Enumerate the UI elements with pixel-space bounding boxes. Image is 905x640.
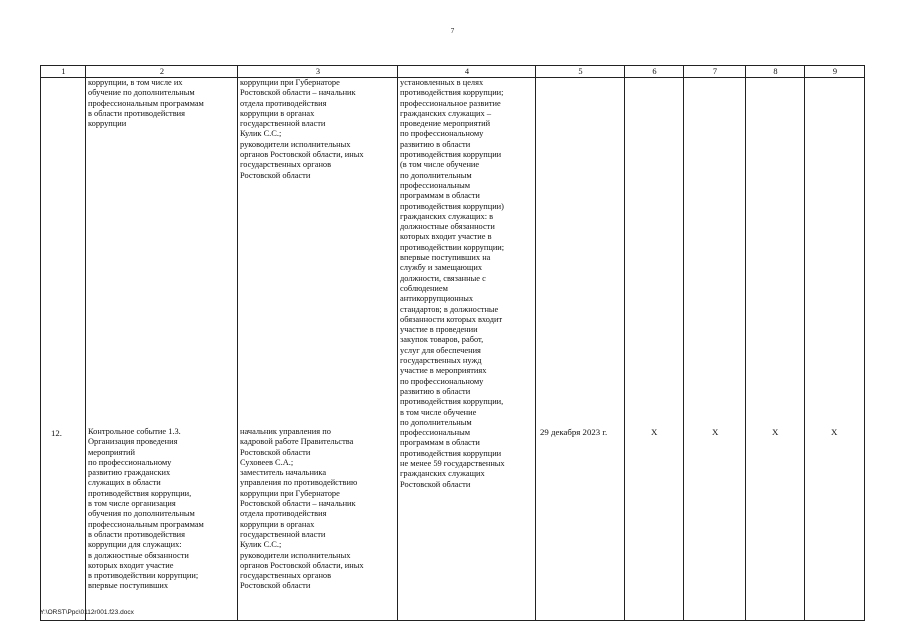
header-row	[41, 66, 865, 78]
text-line: Кулик С.С.;	[240, 540, 282, 550]
text-line: государственной власти	[240, 529, 326, 539]
text-line: впервые поступивших	[88, 581, 169, 591]
text-line: должностные обязанности	[400, 222, 495, 232]
text-line: закупок товаров, работ,	[400, 335, 484, 345]
text-line: которых входит участие	[88, 560, 174, 570]
text-line: Ростовской области	[240, 447, 311, 457]
text-line: коррупции при Губернаторе	[240, 488, 340, 498]
responsible-continuation	[240, 78, 364, 181]
text-line: Ростовской области – начальник	[240, 88, 356, 98]
header-col-3: 3	[238, 66, 398, 78]
header-col-9: 9	[805, 66, 865, 78]
text-line: государственных органов	[240, 160, 332, 170]
text-line: кадровой работе Правительства	[240, 437, 354, 447]
header-col-2: 2	[86, 66, 238, 78]
page-number: 7	[450, 27, 455, 35]
header-col-5: 5	[536, 66, 625, 78]
text-line: коррупции	[88, 119, 127, 129]
text-line: которых входит участие в	[400, 232, 492, 242]
text-line: противодействия коррупции	[400, 150, 502, 160]
text-line: мероприятий	[88, 447, 136, 457]
text-line: установленных в целях	[400, 78, 484, 87]
text-line: участие в мероприятиях	[400, 366, 487, 376]
col9-mark: X	[831, 427, 838, 437]
activity-continuation	[88, 78, 204, 129]
text-line: коррупции, в том числе их	[88, 78, 183, 87]
text-line: профессиональное развитие	[400, 98, 501, 108]
text-line: противодействия коррупции,	[400, 397, 504, 407]
text-line: Ростовской области	[240, 170, 311, 180]
text-line: в противодействии коррупции;	[88, 571, 199, 581]
text-line: государственной власти	[240, 119, 326, 129]
text-line: должности, связанные с	[400, 273, 486, 283]
text-line: служащих в области	[88, 478, 161, 488]
result-text	[400, 78, 504, 366]
text-line: участие в проведении	[400, 325, 478, 335]
text-line: развитию гражданских	[88, 468, 171, 478]
text-line: развитию в области	[400, 386, 471, 396]
cell-num	[41, 78, 86, 621]
text-line: гражданских служащих: в	[400, 211, 494, 221]
text-line: службу и замещающих	[400, 263, 483, 273]
text-line: в том числе организация	[88, 499, 176, 509]
text-line: противодействия коррупции	[400, 448, 502, 458]
header-col-7: 7	[684, 66, 746, 78]
text-line: Ростовской области	[400, 479, 471, 489]
text-line: коррупции для служащих:	[88, 540, 182, 550]
text-line: органов Ростовской области, иных	[240, 560, 364, 570]
text-line: профессиональным программам	[88, 98, 204, 108]
text-line: Ростовской области – начальник	[240, 499, 356, 509]
text-line: обязанности которых входит	[400, 314, 503, 324]
col6-mark: X	[651, 427, 658, 437]
text-line: управления по противодействию	[240, 478, 358, 488]
text-line: Суховеев С.А.;	[240, 457, 294, 467]
text-line: по профессиональному	[88, 457, 172, 467]
row-number: 12.	[51, 428, 62, 438]
text-line: руководители исполнительных	[240, 139, 351, 149]
plan-table	[40, 65, 865, 621]
text-line: Кулик С.С.;	[240, 129, 282, 139]
text-line: профессиональным	[400, 428, 470, 438]
text-line: развитию в области	[400, 139, 471, 149]
text-line: в области противодействия	[88, 529, 185, 539]
text-line: Ростовской области	[240, 581, 311, 591]
header-col-8: 8	[746, 66, 805, 78]
text-line: по профессиональному	[400, 376, 484, 386]
cell-responsible	[238, 78, 398, 621]
text-line: отдела противодействия	[240, 509, 327, 519]
text-line: гражданских служащих –	[400, 108, 492, 118]
text-line: в том числе обучение	[400, 407, 477, 417]
cell-col7	[684, 78, 746, 621]
text-line: противодействии коррупции;	[400, 242, 505, 252]
text-line: обучения по дополнительным	[88, 509, 195, 519]
text-line: противодействия коррупции;	[400, 88, 504, 98]
col7-mark: X	[712, 427, 719, 437]
text-line: впервые поступивших на	[400, 253, 491, 263]
text-line: коррупции при Губернаторе	[240, 78, 340, 87]
text-line: соблюдением	[400, 283, 448, 293]
text-line: в области противодействия	[88, 108, 185, 118]
text-line: проведение мероприятий	[400, 119, 491, 129]
text-line: органов Ростовской области, иных	[240, 150, 364, 160]
text-line: противодействия коррупции)	[400, 201, 504, 211]
header-col-1: 1	[41, 66, 86, 78]
text-line: коррупции в органах	[240, 108, 315, 118]
cell-deadline	[536, 78, 625, 621]
text-line: коррупции в органах	[240, 519, 315, 529]
text-line: отдела противодействия	[240, 98, 327, 108]
control-event-text	[88, 427, 204, 592]
text-line: начальник управления по	[240, 427, 331, 436]
file-path: Y:\ORST\Ppc\0112r001.f23.docx	[40, 609, 134, 616]
text-line: услуг для обеспечения	[400, 345, 481, 355]
text-line: гражданских служащих	[400, 469, 485, 479]
text-line: руководители исполнительных	[240, 550, 351, 560]
text-line: по дополнительным	[400, 170, 472, 180]
text-line: государственных органов	[240, 571, 332, 581]
cell-activity	[86, 78, 238, 621]
text-line: программам в области	[400, 191, 480, 201]
text-line: заместитель начальника	[240, 468, 327, 478]
cell-col6	[625, 78, 684, 621]
text-line: Контрольное событие 1.3.	[88, 427, 181, 436]
header-col-4: 4	[398, 66, 536, 78]
table-row	[41, 78, 865, 621]
result-text-2	[400, 366, 505, 490]
text-line: обучение по дополнительным	[88, 88, 195, 98]
text-line: (в том числе обучение	[400, 160, 480, 170]
cell-col8	[746, 78, 805, 621]
text-line: программам в области	[400, 438, 480, 448]
text-line: Организация проведения	[88, 437, 178, 447]
cell-col9	[805, 78, 865, 621]
col8-mark: X	[772, 427, 779, 437]
text-line: противодействия коррупции,	[88, 488, 192, 498]
text-line: профессиональным	[400, 180, 470, 190]
text-line: антикоррупционных	[400, 294, 474, 304]
header-col-6: 6	[625, 66, 684, 78]
responsible-text	[240, 427, 364, 592]
text-line: стандартов; в должностные	[400, 304, 499, 314]
deadline-date: 29 декабря 2023 г.	[540, 427, 608, 437]
text-line: в должностные обязанности	[88, 550, 189, 560]
cell-result	[398, 78, 536, 621]
text-line: государственных нужд	[400, 356, 482, 366]
text-line: по дополнительным	[400, 417, 472, 427]
text-line: по профессиональному	[400, 129, 484, 139]
text-line: не менее 59 государственных	[400, 459, 505, 469]
text-line: профессиональным программам	[88, 519, 204, 529]
